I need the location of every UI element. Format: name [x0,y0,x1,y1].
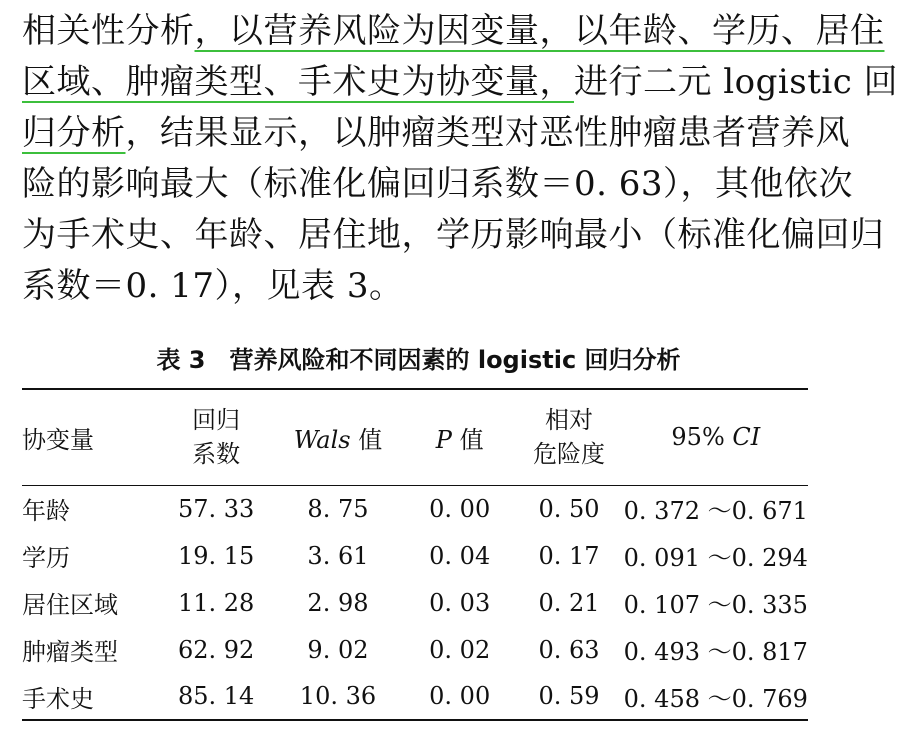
cell-p: 0. 02 [429,635,491,664]
cell-p: 0. 00 [429,494,491,523]
cell-wals: 3. 61 [307,541,369,570]
header-covariate: 协变量 [22,425,94,454]
highlighted-text: ，以营养风险为因变量，以年龄、学历、居住 [194,11,885,51]
table-caption: 表 3 营养风险和不同因素的 logistic 回归分析 [156,346,681,374]
cell-ci: 0. 091 ～0. 294 [623,544,808,572]
table-row [22,532,808,579]
cell-ci: 0. 493 ～0. 817 [623,638,808,666]
regression-table [22,388,808,721]
cell-p: 0. 00 [429,682,491,710]
cell-coefficient: 85. 14 [177,682,255,710]
table-row [22,626,808,673]
cell-ci: 0. 372 ～0. 671 [623,497,808,526]
paragraph-line [22,57,898,108]
paragraph-line [22,210,885,261]
paragraph-line [22,159,854,210]
cell-wals: 8. 75 [307,494,369,523]
line-text: ，结果显示，以肿瘤类型对恶性肿瘤患者营养风 [125,113,850,153]
cell-coefficient: 19. 15 [177,541,255,570]
header-coefficient: 回归 系数 [192,406,241,469]
line-text: 相关性分析 [22,11,195,51]
table-row [22,485,808,532]
paragraph-line [22,6,885,57]
header-wals: Wals 值 [293,425,383,454]
paragraph-line [22,108,850,159]
header-row [22,389,808,485]
line-text: 系数＝0. 17），见表 3。 [22,266,404,306]
table-row [22,673,808,720]
cell-p: 0. 03 [429,588,491,617]
cell-relative-risk: 0. 59 [538,682,600,710]
cell-relative-risk: 0. 63 [538,635,600,664]
cell-wals: 10. 36 [299,682,377,710]
cell-p: 0. 04 [429,541,491,570]
cell-covariate: 年龄 [22,497,70,526]
cell-covariate: 肿瘤类型 [22,638,118,666]
cell-covariate: 居住区域 [22,591,118,619]
line-text: 为手术史、年龄、居住地，学历影响最小（标准化偏回归 [22,215,885,255]
table-header [22,389,808,485]
cell-ci: 0. 107 ～0. 335 [623,591,808,619]
cell-covariate: 手术史 [22,684,94,713]
highlighted-text: 区域、肿瘤类型、手术史为协变量， [22,62,574,102]
header-ci: 95% CI [671,423,761,452]
header-p: P 值 [435,425,484,454]
table-row [22,579,808,626]
cell-relative-risk: 0. 17 [538,541,600,570]
cell-relative-risk: 0. 50 [538,494,600,523]
cell-wals: 9. 02 [307,635,369,664]
line-text: 进行二元 logistic 回 [574,62,898,102]
line-text: 险的影响最大（标准化偏回归系数＝0. 63），其他依次 [22,164,854,204]
cell-coefficient: 57. 33 [177,494,255,523]
paragraph-line [22,261,822,312]
cell-coefficient: 11. 28 [177,588,255,617]
cell-covariate: 学历 [22,544,70,572]
cell-wals: 2. 98 [307,588,369,617]
highlighted-text: 归分析 [22,113,126,153]
body-paragraph [22,6,898,312]
cell-ci: 0. 458 ～0. 769 [623,684,808,713]
cell-coefficient: 62. 92 [177,635,255,664]
header-relative-risk: 相对 危险度 [532,406,605,469]
cell-relative-risk: 0. 21 [538,588,600,617]
